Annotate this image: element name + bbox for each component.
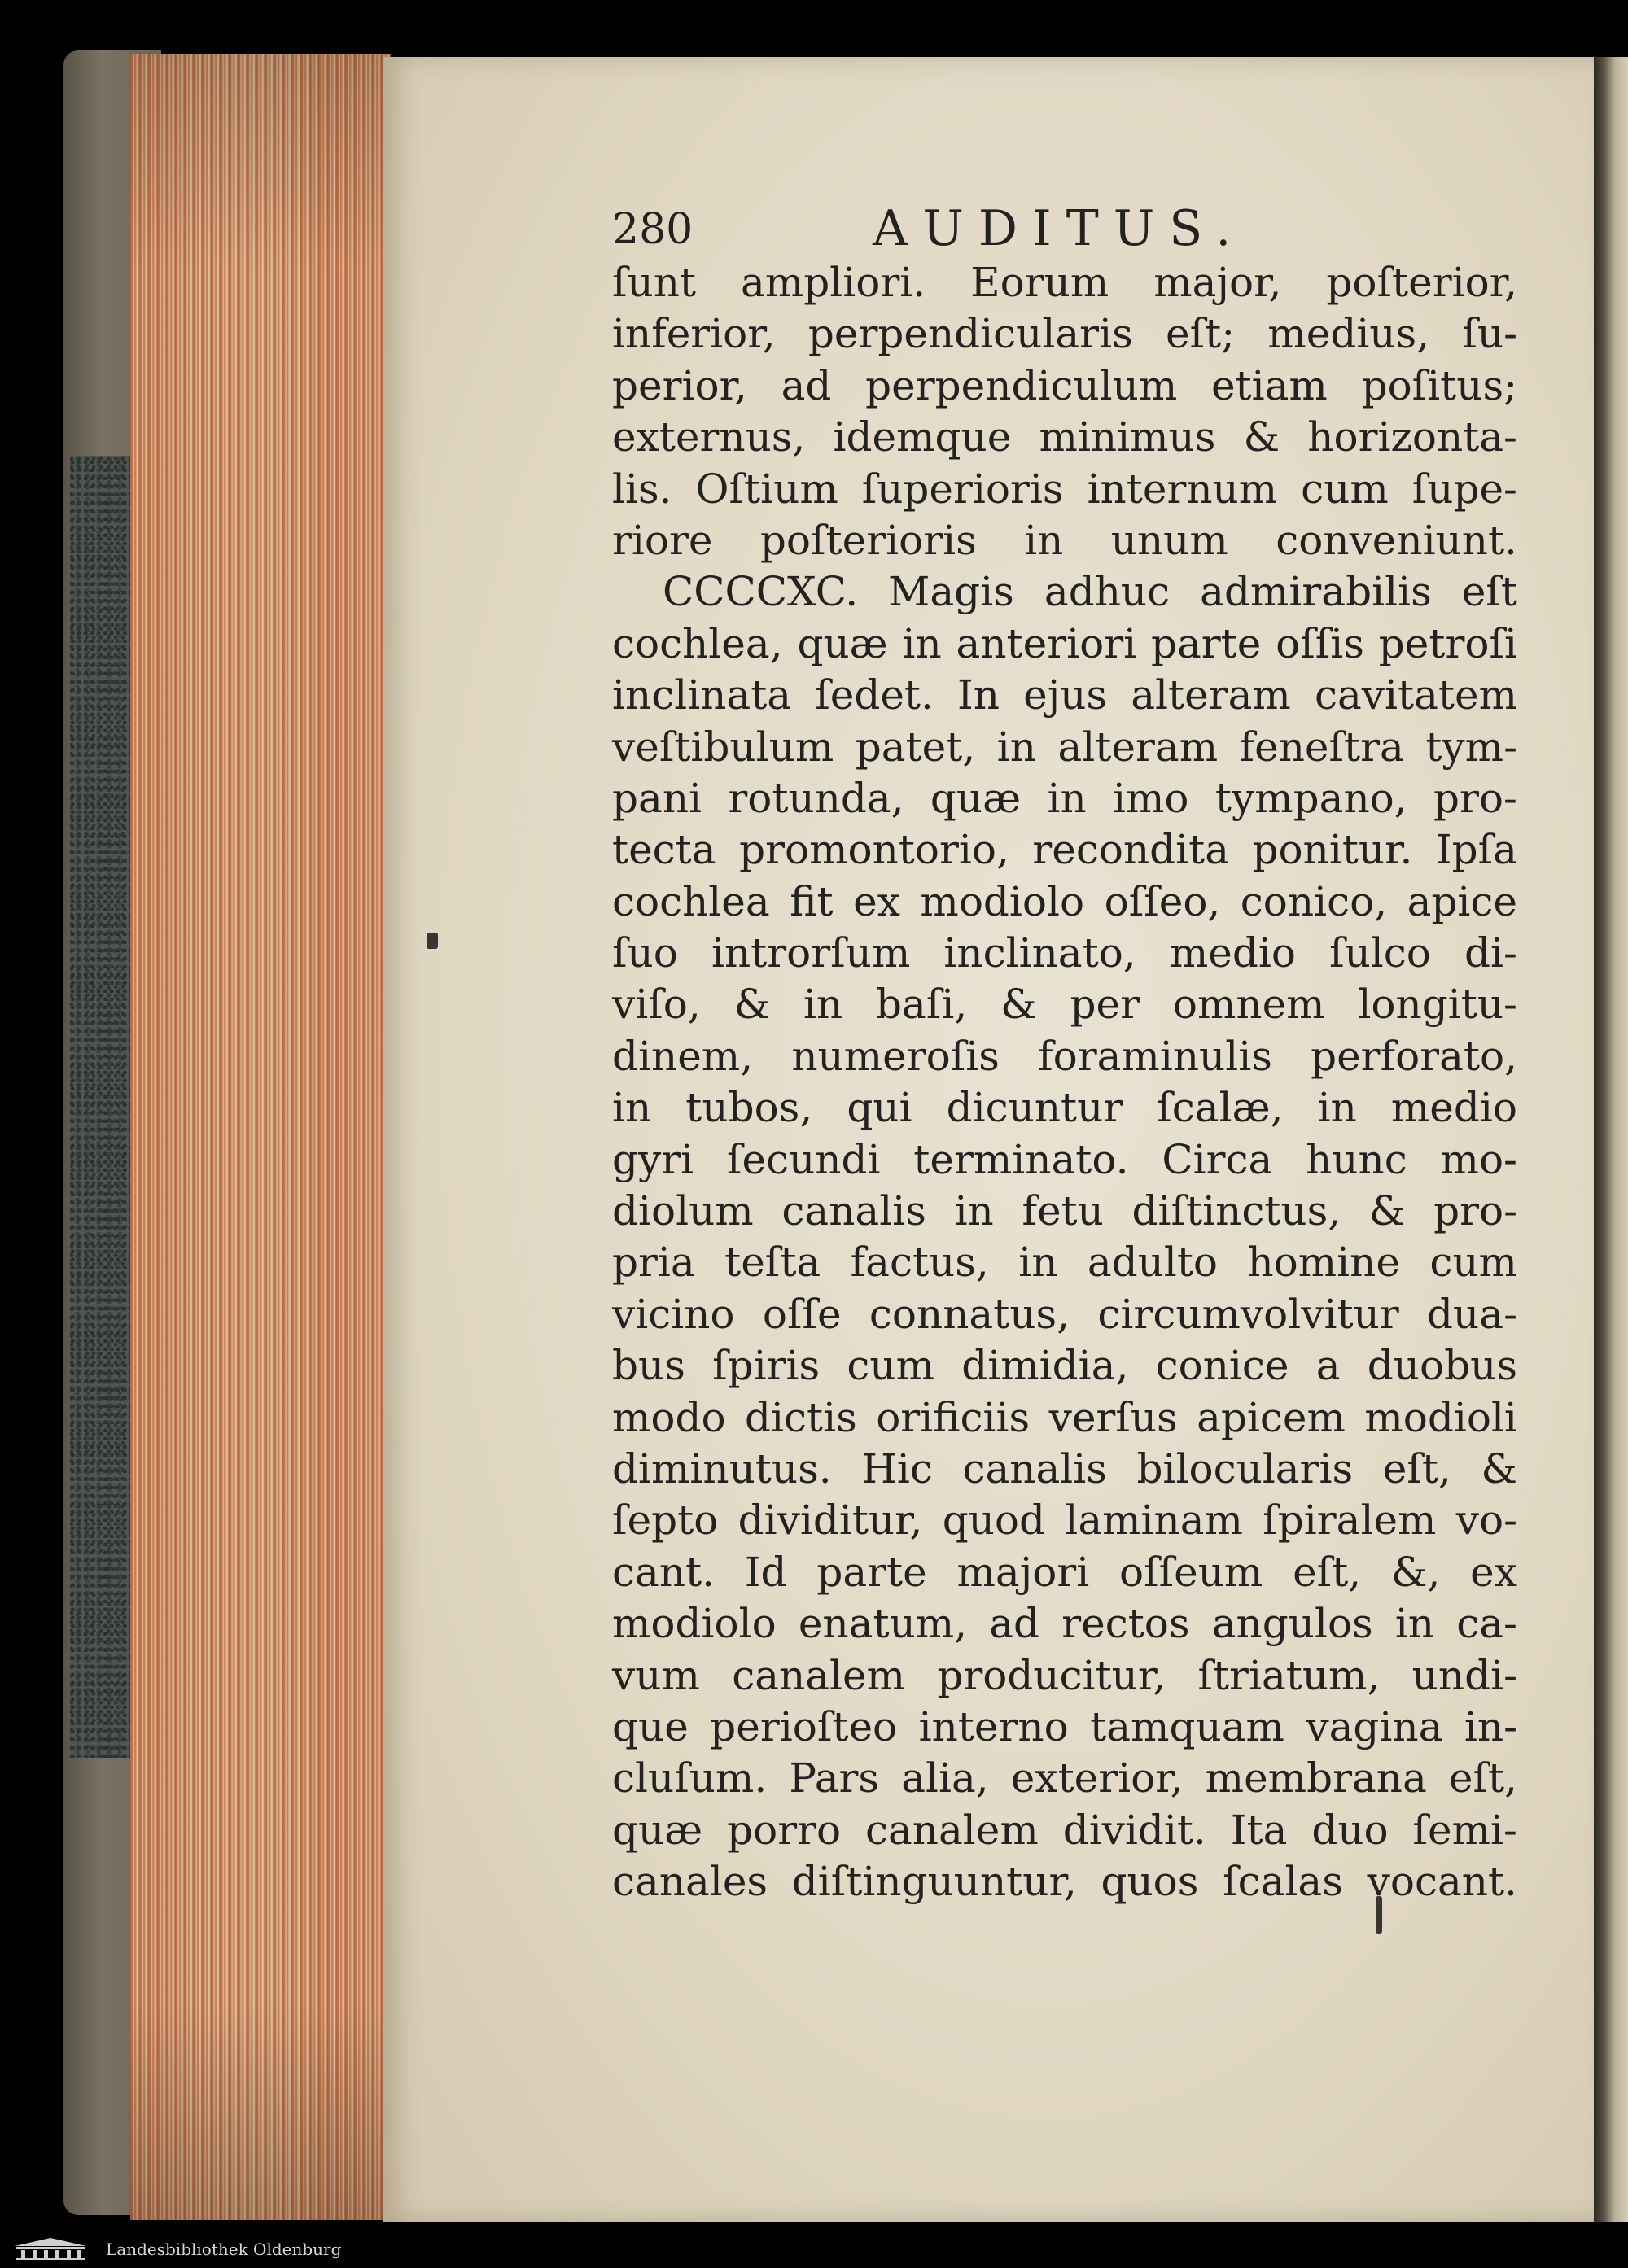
- text-line: lis. Oſtium ſuperioris internum cum ſupe-: [612, 465, 1517, 513]
- page-number: 280: [612, 205, 694, 254]
- text-line: tecta promontorio, recondita ponitur. Ipſa: [612, 826, 1517, 874]
- text-line: quæ porro canalem dividit. Ita duo ſemi-: [612, 1806, 1517, 1854]
- text-line: viſo, & in baſi, & per omnem longitu-: [612, 981, 1517, 1029]
- text-line: canales diſtinguuntur, quos ſcalas vocant.: [612, 1858, 1517, 1906]
- text-line: inclinata ſedet. In ejus alteram cavitatem: [612, 671, 1517, 719]
- text-line: cochlea fit ex modiolo oſſeo, conico, apice: [612, 877, 1517, 925]
- library-building-icon: [10, 2236, 91, 2261]
- text-line: ſuo introrſum inclinato, medio ſulco di-: [612, 929, 1517, 977]
- text-line: cant. Id parte majori oſſeum eſt, &, ex: [612, 1548, 1517, 1596]
- text-line: modiolo enatum, ad rectos angulos in ca-: [612, 1600, 1517, 1648]
- text-line: in tubos, qui dicuntur ſcalæ, in medio: [612, 1084, 1517, 1132]
- page-header: [612, 200, 1517, 262]
- text-line: perior, ad perpendiculum etiam poſitus;: [612, 361, 1517, 409]
- text-line: vum canalem producitur, ſtriatum, undi-: [612, 1651, 1517, 1699]
- text-line: veſtibulum patet, in alteram feneſtra tym-: [612, 723, 1517, 771]
- text-line: dinem, numeroſis foraminulis perforato,: [612, 1032, 1517, 1080]
- text-line: ſepto dividitur, quod laminam ſpiralem vo-: [612, 1497, 1517, 1545]
- text-line: pani rotunda, quæ in imo tympano, pro-: [612, 774, 1517, 822]
- text-line: vicino oſſe connatus, circumvolvitur dua-: [612, 1290, 1517, 1338]
- text-line: modo dictis orificiis verſus apicem modioli: [612, 1393, 1517, 1441]
- library-credit: Landesbibliothek Oldenburg: [106, 2240, 342, 2259]
- text-line: pria teſta factus, in adulto homine cum: [612, 1239, 1517, 1287]
- text-line: externus, idemque minimus & horizonta-: [612, 413, 1517, 461]
- text-line: CCCCXC. Magis adhuc admirabilis eſt: [663, 568, 1517, 616]
- facing-page-edge: [1594, 57, 1628, 2222]
- ink-speck: [427, 933, 438, 949]
- text-line: cochlea, quæ in anteriori parte oſſis petroſi: [612, 619, 1517, 667]
- body-lines: [612, 257, 1517, 1908]
- text-line: gyri ſecundi terminato. Circa hunc mo-: [612, 1135, 1517, 1183]
- text-line: cluſum. Pars alia, exterior, membrana eſt,: [612, 1755, 1517, 1803]
- running-head: AUDITUS.: [873, 200, 1246, 257]
- text-line: inferior, perpendicularis eſt; medius, ſu-: [612, 310, 1517, 358]
- text-line: diminutus. Hic canalis bilocularis eſt, &: [612, 1444, 1517, 1492]
- text-line: riore poſterioris in unum conveniunt.: [612, 516, 1517, 564]
- text-line: diolum canalis in fetu diſtinctus, & pro-: [612, 1187, 1517, 1235]
- text-line: ſunt ampliori. Eorum major, poſterior,: [612, 259, 1517, 306]
- text-line: bus ſpiris cum dimidia, conice a duobus: [612, 1342, 1517, 1390]
- page-edges-shade: [130, 54, 391, 2220]
- text-line: que perioſteo interno tamquam vagina in-: [612, 1702, 1517, 1750]
